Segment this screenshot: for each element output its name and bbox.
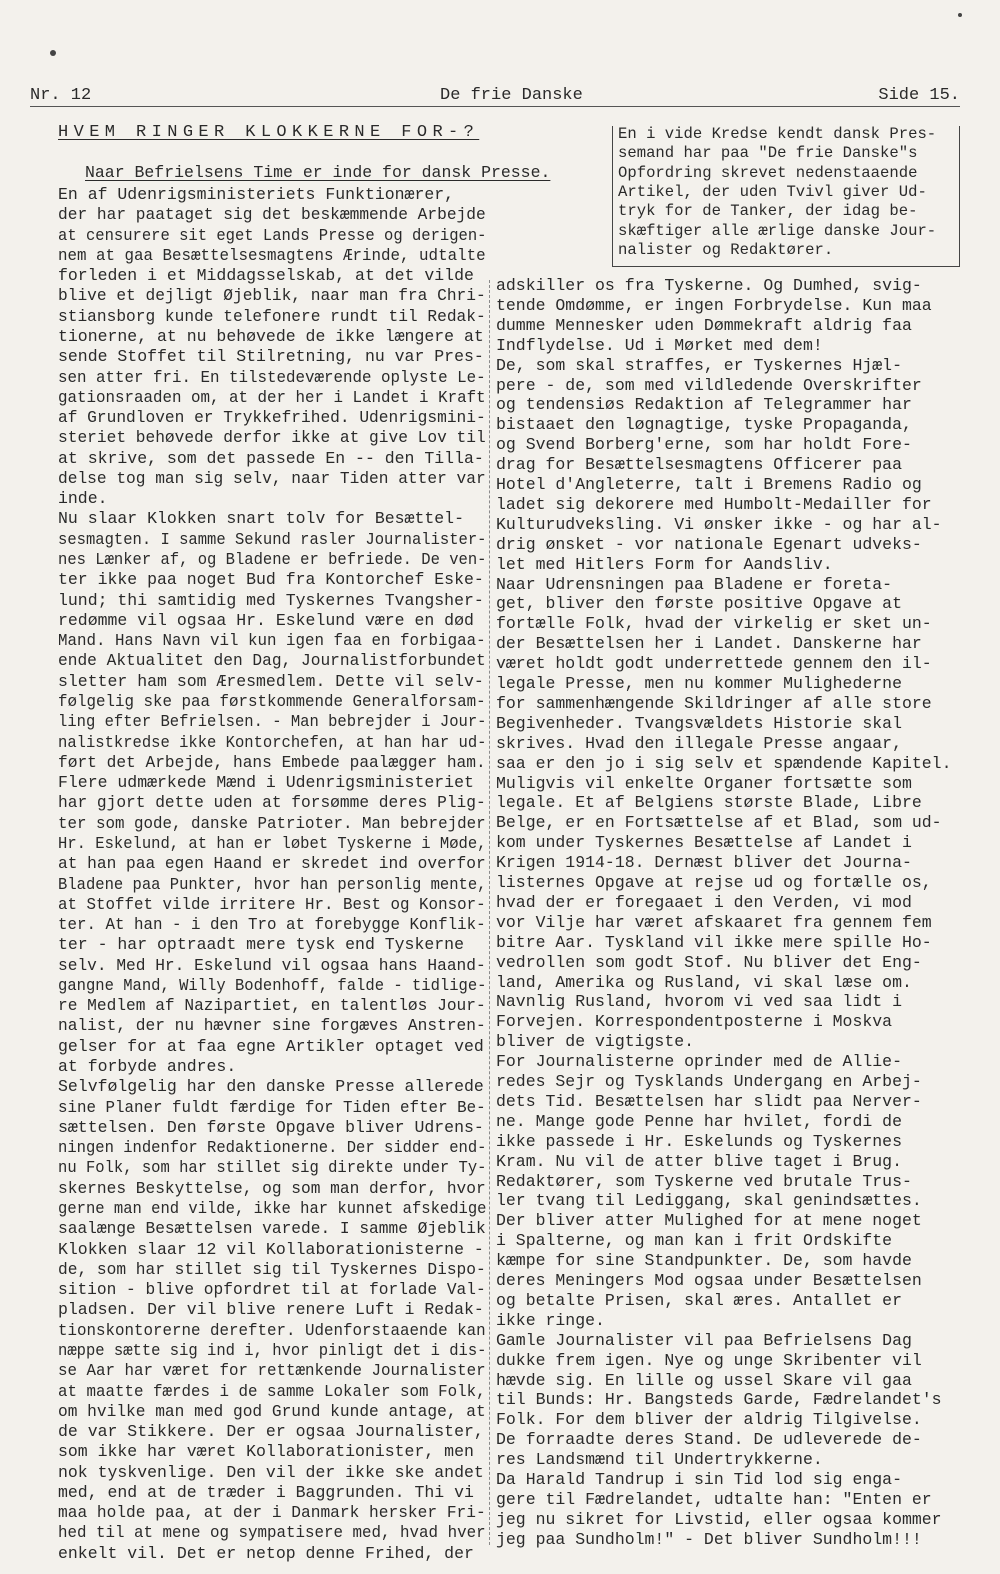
text-line: Naar Udrensningen paa Bladene er foreta- [496,574,893,594]
text-line: der har paataget sig det beskæmmende Arbejde [58,205,486,225]
text-line: ne. Mange gode Penne har hvilet, fordi de [496,1111,902,1131]
article-title: HVEM RINGER KLOKKERNE FOR-? [58,123,480,142]
text-line: nalist, der nu hævner sine forgæves Anstren- [58,1016,486,1036]
text-line: og betalte Prisen, skal æres. Antallet er [496,1290,902,1310]
text-line: steriet behøvede derfor ikke at give Lov til [58,428,486,448]
text-line: sine Planer fuldt færdige for Tiden efter Be- [58,1097,486,1117]
text-line: dukke frem igen. Nye og unge Skribenter vil [496,1350,922,1370]
header-rule [30,106,960,107]
intro-line: Artikel, der uden Tvivl giver Ud- [618,182,927,201]
page-number: Side 15. [878,86,960,105]
text-line: skernes Beskyttelse, og som man derfor, hvor [58,1178,486,1198]
text-line: deres Meningers Mod ogsaa under Besættelsen [496,1271,922,1290]
text-line: nes Lænker af, og Bladene er befriede. De ven- [58,550,487,570]
newspaper-name: De frie Danske [440,86,583,105]
text-line: ter - har optraadt mere tysk end Tyskerne [58,935,464,955]
text-line: at censurere sit eget Lands Presse og derigen- [58,225,487,245]
text-line: gationsraaden om, at der her i Landet i Kraft [58,387,486,407]
text-line: drag for Besættelsesmagtens Officerer paa [496,455,902,475]
text-line: nu Folk, som har stillet sig direkte under Ty- [58,1158,487,1178]
text-line: blive et dejligt Øjeblik, naar man fra Chri- [58,286,486,306]
text-line: legale Presse, men nu kommer Mulighederne [496,674,902,693]
text-line: fortælle Folk, hvad der virkelig er sket un- [496,614,932,634]
text-line: at han paa egen Haand er skredet ind overfor [58,854,486,874]
text-line: se Aar har været for rettænkende Journalister [58,1361,486,1381]
text-line: En af Udenrigsministeriets Funktionærer, [58,185,455,204]
intro-line: nalister og Redaktører. [618,240,834,259]
intro-line: semand har paa "De frie Danske"s [618,144,918,163]
text-line: har gjort dette uden at forsømme deres Plig- [58,793,486,813]
text-line: Forvejen. Korrespondentposterne i Moskva [496,1012,893,1032]
text-line: ling efter Befrielsen. - Man bebrejder i Jour- [58,712,487,732]
intro-line: Opfordring skrevet nedenstaaende [618,163,918,182]
text-line: gere til Fædrelandet, udtalte han: "Enten er [496,1489,932,1509]
text-line: jeg nu sikret for Livstid, eller ogsaa kommer [496,1509,942,1529]
text-line: Gamle Journalister vil paa Befrielsens Dag [496,1330,912,1350]
text-line: re Medlem af Nazipartiet, en talentløs Jour- [58,996,486,1016]
text-line: af Grundloven er Trykkefrihed. Udenrigsmini- [58,408,486,428]
text-line: dets Tid. Besættelsen har slidt paa Nerver- [496,1091,922,1111]
text-line: lund; thi samtidig med Tyskernes Tvangsher- [58,590,484,610]
text-line: hed til at mene og sympatisere med, hvad hver [58,1523,486,1543]
ink-mark [50,50,56,56]
intro-line: En i vide Kredse kendt dansk Pres- [618,125,937,143]
text-line: i Spalterne, og man kan i frit Ordskifte [496,1231,893,1251]
text-line: maa holde paa, at der i Danmark hersker Fri- [58,1503,486,1523]
text-line: listernes Opgave at rejse ud og fortælle os, [496,873,932,892]
text-line: forleden i et Middagsselskab, at det vilde [58,266,474,286]
text-line: get, bliver den første positive Opgave at [496,594,902,614]
text-line: at maatte færdes i de samme Lokaler som Folk, [58,1381,486,1401]
text-line: Klokken slaar 12 vil Kollaborationisterne - [58,1239,484,1259]
intro-line: tryk for de Tanker, der idag be- [618,202,918,221]
text-line: enkelt vil. Det er netop denne Frihed, der [58,1543,474,1563]
text-line: bitre Aar. Tyskland vil ikke mere spille Ho- [496,932,932,952]
text-line: Flere udmærkede Mænd i Udenrigsministeriet [58,773,474,793]
text-line: res Landsmænd til Undertrykkerne. [496,1450,823,1470]
text-line: Begivenheder. Tvangsvældets Historie skal [496,713,902,733]
text-line: selv. Med Hr. Eskelund vil ogsaa hans Haand- [58,955,486,975]
text-line: adskiller os fra Tyskerne. Og Dumhed, svig- [496,276,922,295]
text-line: For Journalisterne oprinder med de Allie- [496,1052,902,1072]
text-line: stiansborg kunde telefonere rundt til Redak- [58,306,486,326]
text-line: vedrollen som godt Stof. Nu bliver det Eng- [496,952,922,972]
text-line: tionerne, at nu behøvede de ikke længere at [58,326,484,346]
text-line: for sammenhængende Skildringer af alle store [496,693,932,713]
page-header [30,84,960,108]
text-line: pere - de, som med vildledende Overskrifter [496,375,922,395]
text-line: hævde sig. En lille og ussel Skare vil gaa [496,1370,912,1390]
text-line: legale. Et af Belgiens største Blade, Libre [496,793,922,813]
text-line: og Svend Borberg'erne, som har holdt Fore- [496,435,912,455]
text-line: let med Hitlers Form for Aandsliv. [496,554,833,574]
text-line: Navnlig Rusland, hvorom vi ved saa lidt i [496,992,902,1012]
text-line: ter ikke paa noget Bud fra Kontorchef Eske- [58,570,484,590]
text-line: hvad der er foregaaet i den Verden, vi mod [496,892,912,912]
text-line: kom under Tyskernes Besættelse af Landet i [496,833,912,853]
text-line: næppe sætte sig ind i, hvor pinligt det i dis- [58,1340,487,1360]
text-line: Da Harald Tandrup i sin Tid lod sig enga- [496,1470,902,1489]
text-line: delse tog man sig selv, naar Tiden atter var [58,468,486,488]
text-line: sletter ham som Æresmedlem. Dette vil selv- [58,671,484,691]
text-line: De forraadte deres Stand. De udleverede de- [496,1430,922,1450]
column-divider [489,280,490,1545]
text-line: ikke ringe. [496,1310,605,1330]
text-line: sesmagten. I samme Sekund rasler Journalister- [58,529,487,549]
text-line: og tendensiøs Redaktion af Telegrammer har [496,395,912,415]
text-line: sen atter fri. En tilstedeværende oplyste Le- [58,367,486,387]
text-line: Redaktører, som Tyskerne ved brutale Trus- [496,1171,912,1191]
text-line: Krigen 1914-18. Dernæst bliver det Journa- [496,853,912,873]
text-line: der Besættelsen her i Landet. Danskerne har [496,634,922,654]
text-line: tende Omdømme, er ingen Forbrydelse. Kun maa [496,295,932,315]
text-line: gelser for at faa egne Artikler optaget ved [58,1036,484,1056]
text-line: land, Amerika og Rusland, vi skal læse om. [496,972,912,992]
text-line: som ikke har været Kollaborationister, men [58,1442,474,1462]
text-line: Muligvis vil enkelte Organer fortsætte som [496,773,912,793]
text-line: nalistkredse ikke Kontorchefen, at han har ud- [58,732,487,752]
text-line: ført det Arbejde, hans Embede paalægger ham. [58,752,486,772]
text-line: Folk. For dem bliver der aldrig Tilgivelse. [496,1410,922,1430]
text-line: været holdt godt underrettede gennem den il- [496,654,932,674]
text-line: redømme vil ogsaa Hr. Eskelund være en død [58,610,474,630]
intro-line: skæftiger alle ærlige danske Jour- [618,221,937,240]
text-line: Hr. Eskelund, at han er løbet Tyskerne i Møde, [58,833,487,853]
text-line: bistaaet den løgnagtige, tyske Propaganda, [496,415,912,435]
text-line: Indflydelse. Ud i Mørket med dem! [496,335,823,355]
text-line: Kulturudveksling. Vi ønsker ikke - og har al- [496,514,942,534]
text-line: de, som har stillet sig til Tyskernes Dispo- [58,1259,486,1279]
text-line: sættelsen. Den første Opgave bliver Udrens- [58,1117,484,1137]
text-line: tionskontorerne derefter. Udenforstaaende kan [58,1320,486,1340]
text-line: ningen indenfor Redaktionerne. Der sidder end- [58,1138,487,1158]
text-line: Selvfølgelig har den danske Presse allerede [58,1077,484,1097]
text-line: at skrive, som det passede En -- den Tilla- [58,448,484,468]
text-line: ladet sig dekorere med Humbolt-Medailler for [496,494,932,514]
text-line: gerne man end vilde, ikke har kunnet afskedige [58,1199,487,1218]
text-line: at Stoffet vilde irritere Hr. Best og Konsor- [58,894,486,914]
editor-intro-box [612,126,960,267]
text-line: vor Vilje har været afskaaret fra gennem fem [496,912,932,932]
text-line: at forbyde andres. [58,1057,237,1077]
text-line: pladsen. Der vil blive renere Luft i Redak- [58,1300,484,1320]
text-line: ter. At han - i den Tro at forebygge Konflik- [58,915,486,935]
text-line: ikke passede i Hr. Eskelunds og Tyskernes [496,1131,902,1151]
ink-mark [958,13,962,17]
text-line: ler tvang til Lediggang, skal genindsættes. [496,1191,922,1211]
text-line: De, som skal straffes, er Tyskernes Hjæl- [496,355,902,375]
text-line: sition - blive opfordret til at forlade Val- [58,1280,486,1300]
text-line: saa er den jo i sig selv et spændende Kapitel. [496,753,952,773]
text-line: til Bunds: Hr. Bangsteds Garde, Fædrelandet's [496,1390,942,1410]
text-line: nem at gaa Besættelsesmagtens Ærinde, udtalte [58,245,486,265]
text-line: Der bliver atter Mulighed for at mene noget [496,1211,922,1231]
issue-number: Nr. 12 [30,86,92,105]
text-line: kæmpe for sine Standpunkter. De, som havde [496,1251,912,1271]
text-line: skrives. Hvad den illegale Presse angaar, [496,733,902,753]
text-line: gangne Mand, Willy Bodenhoff, falde - tidlige- [58,975,487,995]
text-line: Hotel d'Angleterre, talt i Bremens Radio og [496,475,922,494]
text-line: dumme Mennesker uden Dømmekraft aldrig faa [496,315,912,335]
text-line: Bladene paa Punkter, hvor han personlig mente, [58,874,487,894]
text-line: om hvilke man med god Grund kunde antage, at [58,1401,486,1421]
text-line: Mand. Hans Navn vil kun igen faa en forbigaa- [58,631,486,651]
text-line: bliver de vigtigste. [496,1032,695,1052]
text-line: følgelig ske paa førstkommende Generalforsam- [58,692,486,711]
text-line: inde. [58,489,108,509]
text-line: sende Stoffet til Stilretning, nu var Pres- [58,347,484,367]
article-subtitle: Naar Befrielsens Time er inde for dansk Presse. [85,163,551,182]
text-line: drig ønsket - vor nationale Egenart udveks- [496,534,922,554]
text-line: nok tyskvenlige. Den vil der ikke ske andet [58,1462,484,1482]
text-line: de var Stikkere. Der er ogsaa Journalister, [58,1422,484,1442]
text-line: saalænge Besættelsen varede. I samme Øjeblik [58,1219,486,1239]
text-line: Belge, er en Fortsættelse af et Blad, som ud- [496,813,942,833]
text-line: ende Aktualitet den Dag, Journalistforbundet [58,651,486,671]
text-line: med, end at de træder i Baggrunden. Thi vi [58,1482,474,1502]
text-line: jeg paa Sundholm!" - Det bliver Sundholm!!! [496,1529,922,1549]
text-line: Kram. Nu vil de atter blive taget i Brug. [496,1151,902,1171]
text-line: redes Sejr og Tysklands Undergang en Arbej- [496,1072,922,1091]
text-line: ter som gode, danske Patrioter. Man bebrejder [58,813,486,833]
text-line: Nu slaar Klokken snart tolv for Besættel- [58,509,464,529]
